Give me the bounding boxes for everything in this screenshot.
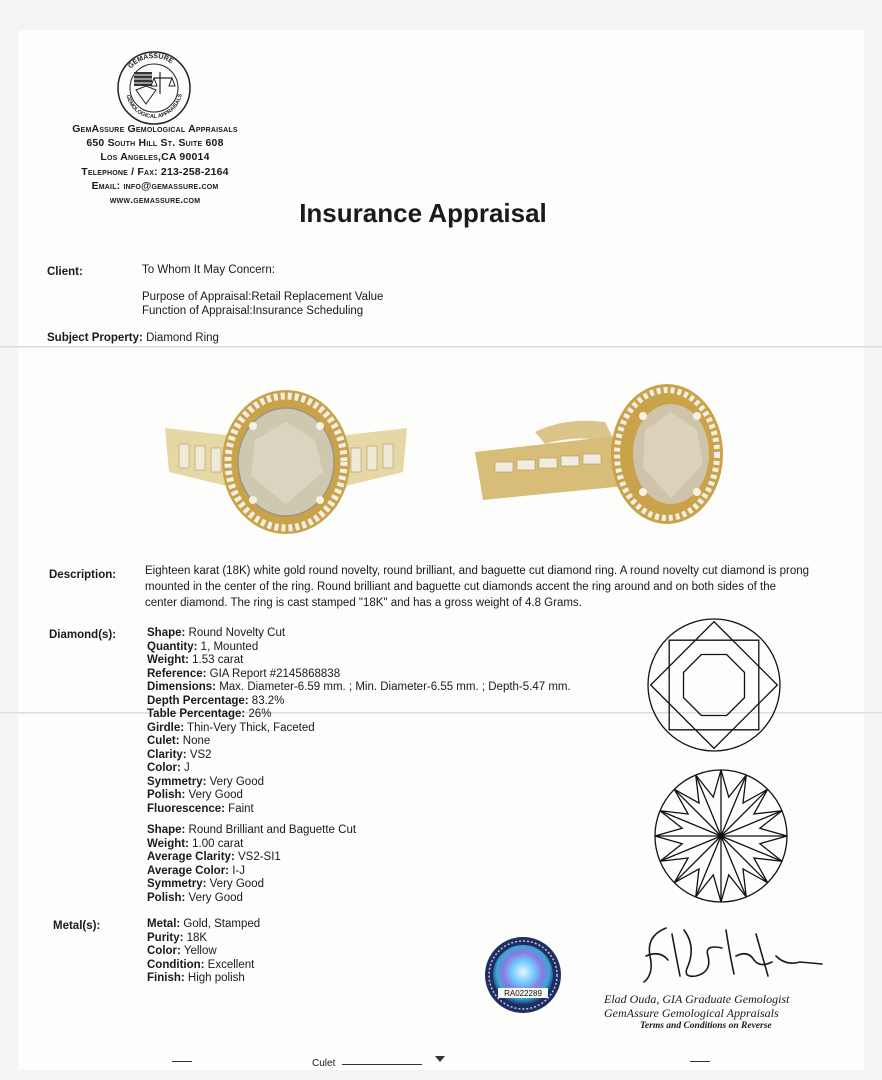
spec-line — [147, 722, 571, 736]
spec-key: Table Percentage: — [147, 708, 246, 720]
spec-value: Round Novelty Cut — [185, 627, 286, 639]
spec-value: I-J — [229, 864, 245, 877]
spec-key: Clarity: — [147, 748, 187, 761]
spec-line — [147, 654, 571, 668]
spec-line — [147, 932, 260, 946]
page-title: Insurance Appraisal — [299, 198, 547, 228]
spec-value: Very Good — [206, 775, 264, 788]
spec-value: Gold, Stamped — [180, 918, 261, 930]
spec-key: Symmetry: — [147, 878, 207, 890]
appraisal-purpose: Purpose of Appraisal:Retail Replacement Value — [142, 291, 384, 303]
spec-value: None — [179, 735, 211, 747]
culet-label: Culet — [312, 1058, 336, 1069]
spec-line — [147, 735, 571, 749]
spec-key: Reference: — [147, 667, 207, 680]
spec-value: 1, Mounted — [197, 640, 259, 653]
client-label: Client: — [47, 266, 83, 278]
spec-value: High polish — [184, 972, 245, 984]
spec-value: Round Brilliant and Baguette Cut — [185, 824, 357, 836]
spec-line — [147, 918, 260, 932]
spec-line — [147, 627, 571, 641]
spec-line — [147, 838, 356, 852]
appraisal-function: Function of Appraisal:Insurance Scheduling — [142, 305, 364, 317]
appraiser-name: Elad Ouda, GIA Graduate Gemologist — [604, 992, 790, 1006]
spec-line — [147, 959, 260, 973]
spec-value: Yellow — [180, 945, 217, 957]
spec-key: Shape: — [147, 824, 186, 836]
svg-text:GEMASSURE: GEMASSURE — [127, 52, 175, 71]
diamond-crown-diagram — [644, 615, 784, 755]
description-label: Description: — [49, 569, 117, 581]
spec-value: 1.00 carat — [188, 837, 244, 850]
company-name: GemAssure Gemological Appraisals — [72, 123, 238, 135]
spec-key: Color: — [147, 945, 181, 957]
subject-property — [47, 332, 219, 344]
spec-value: GIA Report #2145868838 — [206, 667, 341, 680]
ring-photo-front — [165, 388, 407, 538]
accent-diamond-specs — [147, 824, 356, 905]
spec-value: Excellent — [204, 958, 255, 971]
spec-value: 1.53 carat — [188, 654, 244, 666]
ring-photo-side — [475, 382, 727, 530]
metals-label: Metal(s): — [53, 920, 101, 932]
spec-key: Color: — [147, 762, 181, 774]
spec-line — [147, 824, 356, 838]
spec-line — [147, 695, 571, 709]
spec-value: Max. Diameter-6.59 mm. ; Min. Diameter-6.55 mm. ; Depth-5.47 mm. — [216, 681, 571, 693]
spec-value: 18K — [183, 931, 208, 944]
company-address-line1: 650 South Hill St. Suite 608 — [86, 137, 224, 150]
metal-specs — [147, 918, 260, 986]
culet-arrow-icon — [435, 1056, 445, 1062]
spec-key: Purity: — [147, 931, 184, 944]
company-website: www.gemassure.com — [109, 194, 201, 207]
spec-value: Thin-Very Thick, Faceted — [184, 721, 315, 734]
spec-key: Polish: — [147, 891, 186, 904]
signature-image — [636, 916, 826, 990]
spec-line — [147, 851, 356, 865]
diamonds-label: Diamond(s): — [49, 629, 117, 641]
spec-value: J — [180, 762, 190, 774]
terms-note: Terms and Conditions on Reverse — [640, 1021, 772, 1031]
spec-key: Polish: — [147, 789, 186, 801]
spec-line — [147, 776, 571, 790]
company-letterhead — [40, 122, 270, 207]
description-text: Eighteen karat (18K) white gold round novelty, round brilliant, and baguette cut diamond ring. A round novelty cut diamond is prong mounted in the center of the ring. Round brilliant and baguette cut diamonds accent the ring around and on both sides of the center diamond. The ring is cast stamped "18K" and has a gross weight of 4.8 Grams. — [145, 565, 810, 609]
client-value: To Whom It May Concern: — [142, 264, 275, 276]
spec-key: Girdle: — [147, 721, 185, 734]
spec-value: Faint — [224, 802, 254, 815]
tick-mark — [172, 1061, 192, 1062]
spec-line — [147, 762, 571, 776]
spec-value: Very Good — [206, 878, 264, 890]
hologram-code: RA022289 — [504, 989, 542, 998]
spec-line — [147, 945, 260, 959]
spec-value: VS2-SI1 — [234, 851, 281, 863]
spec-line — [147, 789, 571, 803]
spec-line — [147, 749, 571, 763]
spec-line — [147, 668, 571, 682]
paper-fold — [0, 346, 882, 348]
spec-key: Fluorescence: — [147, 802, 225, 815]
tick-mark — [690, 1061, 710, 1062]
subject-property-label: Subject Property: — [47, 332, 143, 344]
spec-key: Metal: — [147, 918, 181, 930]
hologram-seal — [484, 936, 562, 1014]
spec-key: Quantity: — [147, 640, 198, 653]
appraiser-company: GemAssure Gemological Appraisals — [604, 1006, 779, 1020]
gemassure-seal-logo — [116, 50, 192, 126]
spec-line — [147, 681, 571, 695]
spec-key: Depth Percentage: — [147, 694, 249, 707]
spec-line — [147, 972, 260, 986]
spec-value: 26% — [245, 708, 272, 720]
spec-line — [147, 708, 571, 722]
spec-line — [147, 865, 356, 879]
svg-text:GEMOLOGICAL APPRAISALS: GEMOLOGICAL APPRAISALS — [124, 93, 184, 121]
company-email: Email: info@gemassure.com — [91, 179, 219, 192]
spec-line — [147, 878, 356, 892]
culet-line — [342, 1064, 422, 1065]
center-diamond-specs — [147, 627, 571, 816]
spec-key: Weight: — [147, 837, 189, 850]
spec-key: Average Clarity: — [147, 851, 235, 863]
subject-property-value: Diamond Ring — [146, 332, 219, 344]
spec-key: Dimensions: — [147, 681, 217, 693]
spec-key: Shape: — [147, 627, 186, 639]
spec-line — [147, 803, 571, 817]
spec-key: Culet: — [147, 735, 180, 747]
diamond-pavilion-diagram — [651, 766, 791, 906]
table-facet — [684, 655, 745, 716]
spec-key: Symmetry: — [147, 775, 207, 788]
spec-value: Very Good — [185, 891, 243, 904]
spec-value: Very Good — [185, 789, 243, 801]
spec-key: Weight: — [147, 654, 189, 666]
company-address-line2: Los Angeles,CA 90014 — [100, 151, 210, 164]
spec-key: Finish: — [147, 972, 185, 984]
spec-line — [147, 892, 356, 906]
girdle-outline — [648, 619, 780, 751]
spec-value: VS2 — [186, 748, 212, 761]
company-phone: Telephone / Fax: 213-258-2164 — [81, 165, 229, 178]
spec-key: Condition: — [147, 958, 205, 971]
spec-key: Average Color: — [147, 864, 230, 877]
spec-value: 83.2% — [248, 694, 285, 707]
spec-line — [147, 641, 571, 655]
